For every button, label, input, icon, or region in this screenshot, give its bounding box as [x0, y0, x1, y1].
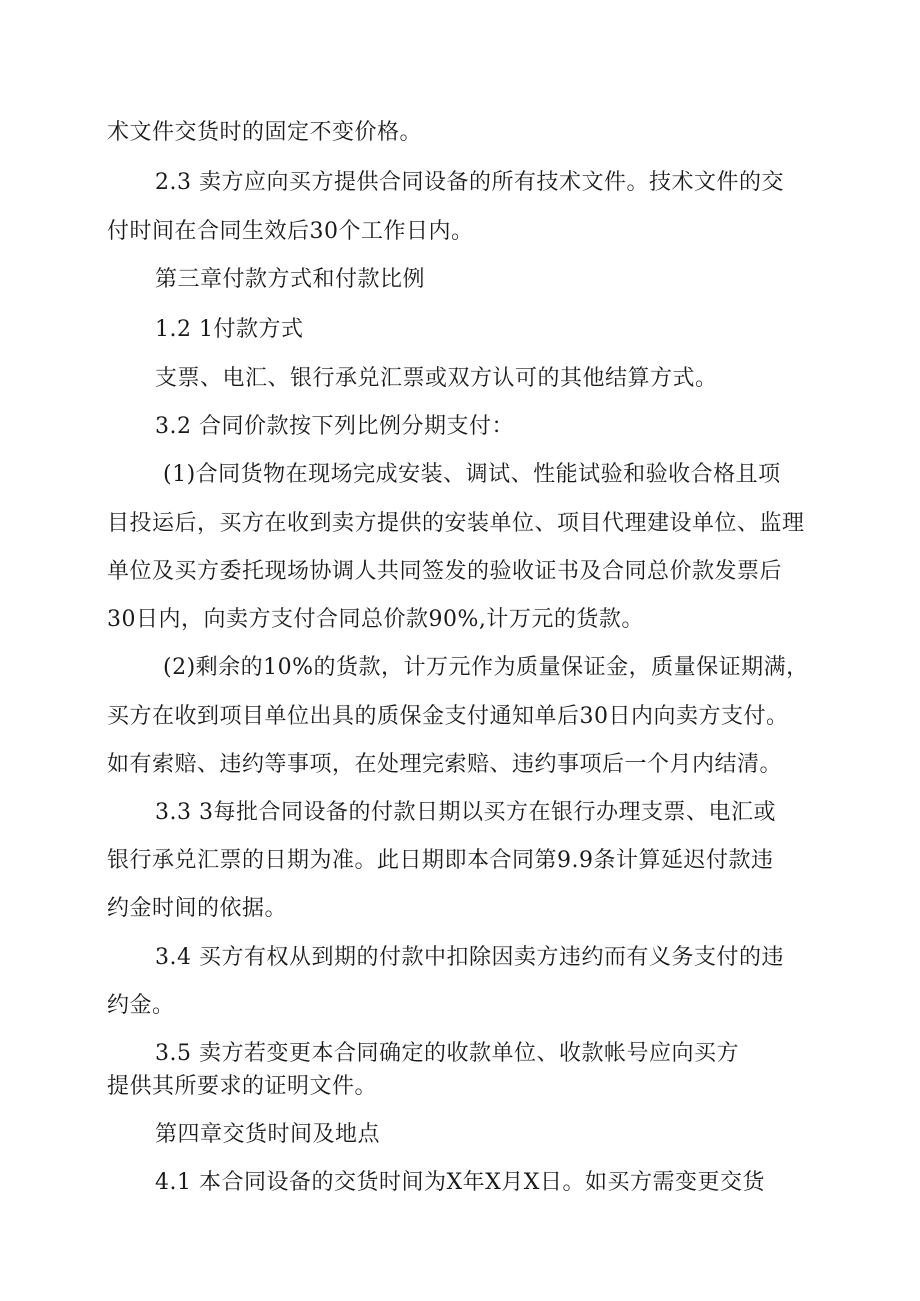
clause-3-5-line: 3.5 卖方若变更本合同确定的收款单位、收款帐号应向买方 — [155, 1041, 739, 1066]
clause-3-2-line: 3.2 合同价款按下列比例分期支付： — [155, 414, 514, 439]
paragraph-line: 30日内，向卖方支付合同总价款90%,计万元的货款。 — [107, 607, 644, 632]
paragraph-line: 支票、电汇、银行承兑汇票或双方认可的其他结算方式。 — [155, 366, 718, 391]
chapter-4-heading: 第四章交货时间及地点 — [155, 1122, 381, 1147]
clause-1-2-line: 1.2 1付款方式 — [155, 317, 304, 342]
paragraph-line: 约金时间的依据。 — [107, 896, 288, 921]
paragraph-line: 约金。 — [107, 993, 175, 1018]
paragraph-line: 付时间在合同生效后30个工作日内。 — [107, 219, 474, 244]
paragraph-line: 目投运后，买方在收到卖方提供的安装单位、项目代理建设单位、监理 — [107, 511, 805, 536]
item-2-line: (2)剩余的10%的货款，计万元作为质量保证金，质量保证期满， — [163, 655, 809, 680]
paragraph-line: 如有索赔、违约等事项，在处理完索赔、违约事项后一个月内结清。 — [107, 752, 783, 777]
paragraph-line: 术文件交货时的固定不变价格。 — [107, 120, 423, 145]
clause-3-4-line: 3.4 买方有权从到期的付款中扣除因卖方违约而有义务支付的违 — [155, 945, 784, 970]
paragraph-line: 提供其所要求的证明文件。 — [107, 1074, 378, 1099]
paragraph-line: 单位及买方委托现场协调人共同签发的验收证书及合同总价款发票后 — [107, 559, 783, 584]
paragraph-line: 买方在收到项目单位出具的质保金支付通知单后30日内向卖方支付。 — [107, 704, 789, 729]
paragraph-line: 银行承兑汇票的日期为准。此日期即本合同第9.9条计算延迟付款违 — [107, 848, 774, 873]
clause-3-3-line: 3.3 3每批合同设备的付款日期以买方在银行办理支票、电汇或 — [155, 800, 776, 825]
chapter-3-heading: 第三章付款方式和付款比例 — [155, 267, 426, 292]
clause-2-3-line: 2.3 卖方应向买方提供合同设备的所有技术文件。技术文件的交 — [155, 170, 784, 195]
clause-4-1-line: 4.1 本合同设备的交货时间为X年X月X日。如买方需变更交货 — [155, 1170, 765, 1195]
item-1-line: (1)合同货物在现场完成安装、调试、性能试验和验收合格且项 — [163, 462, 781, 487]
